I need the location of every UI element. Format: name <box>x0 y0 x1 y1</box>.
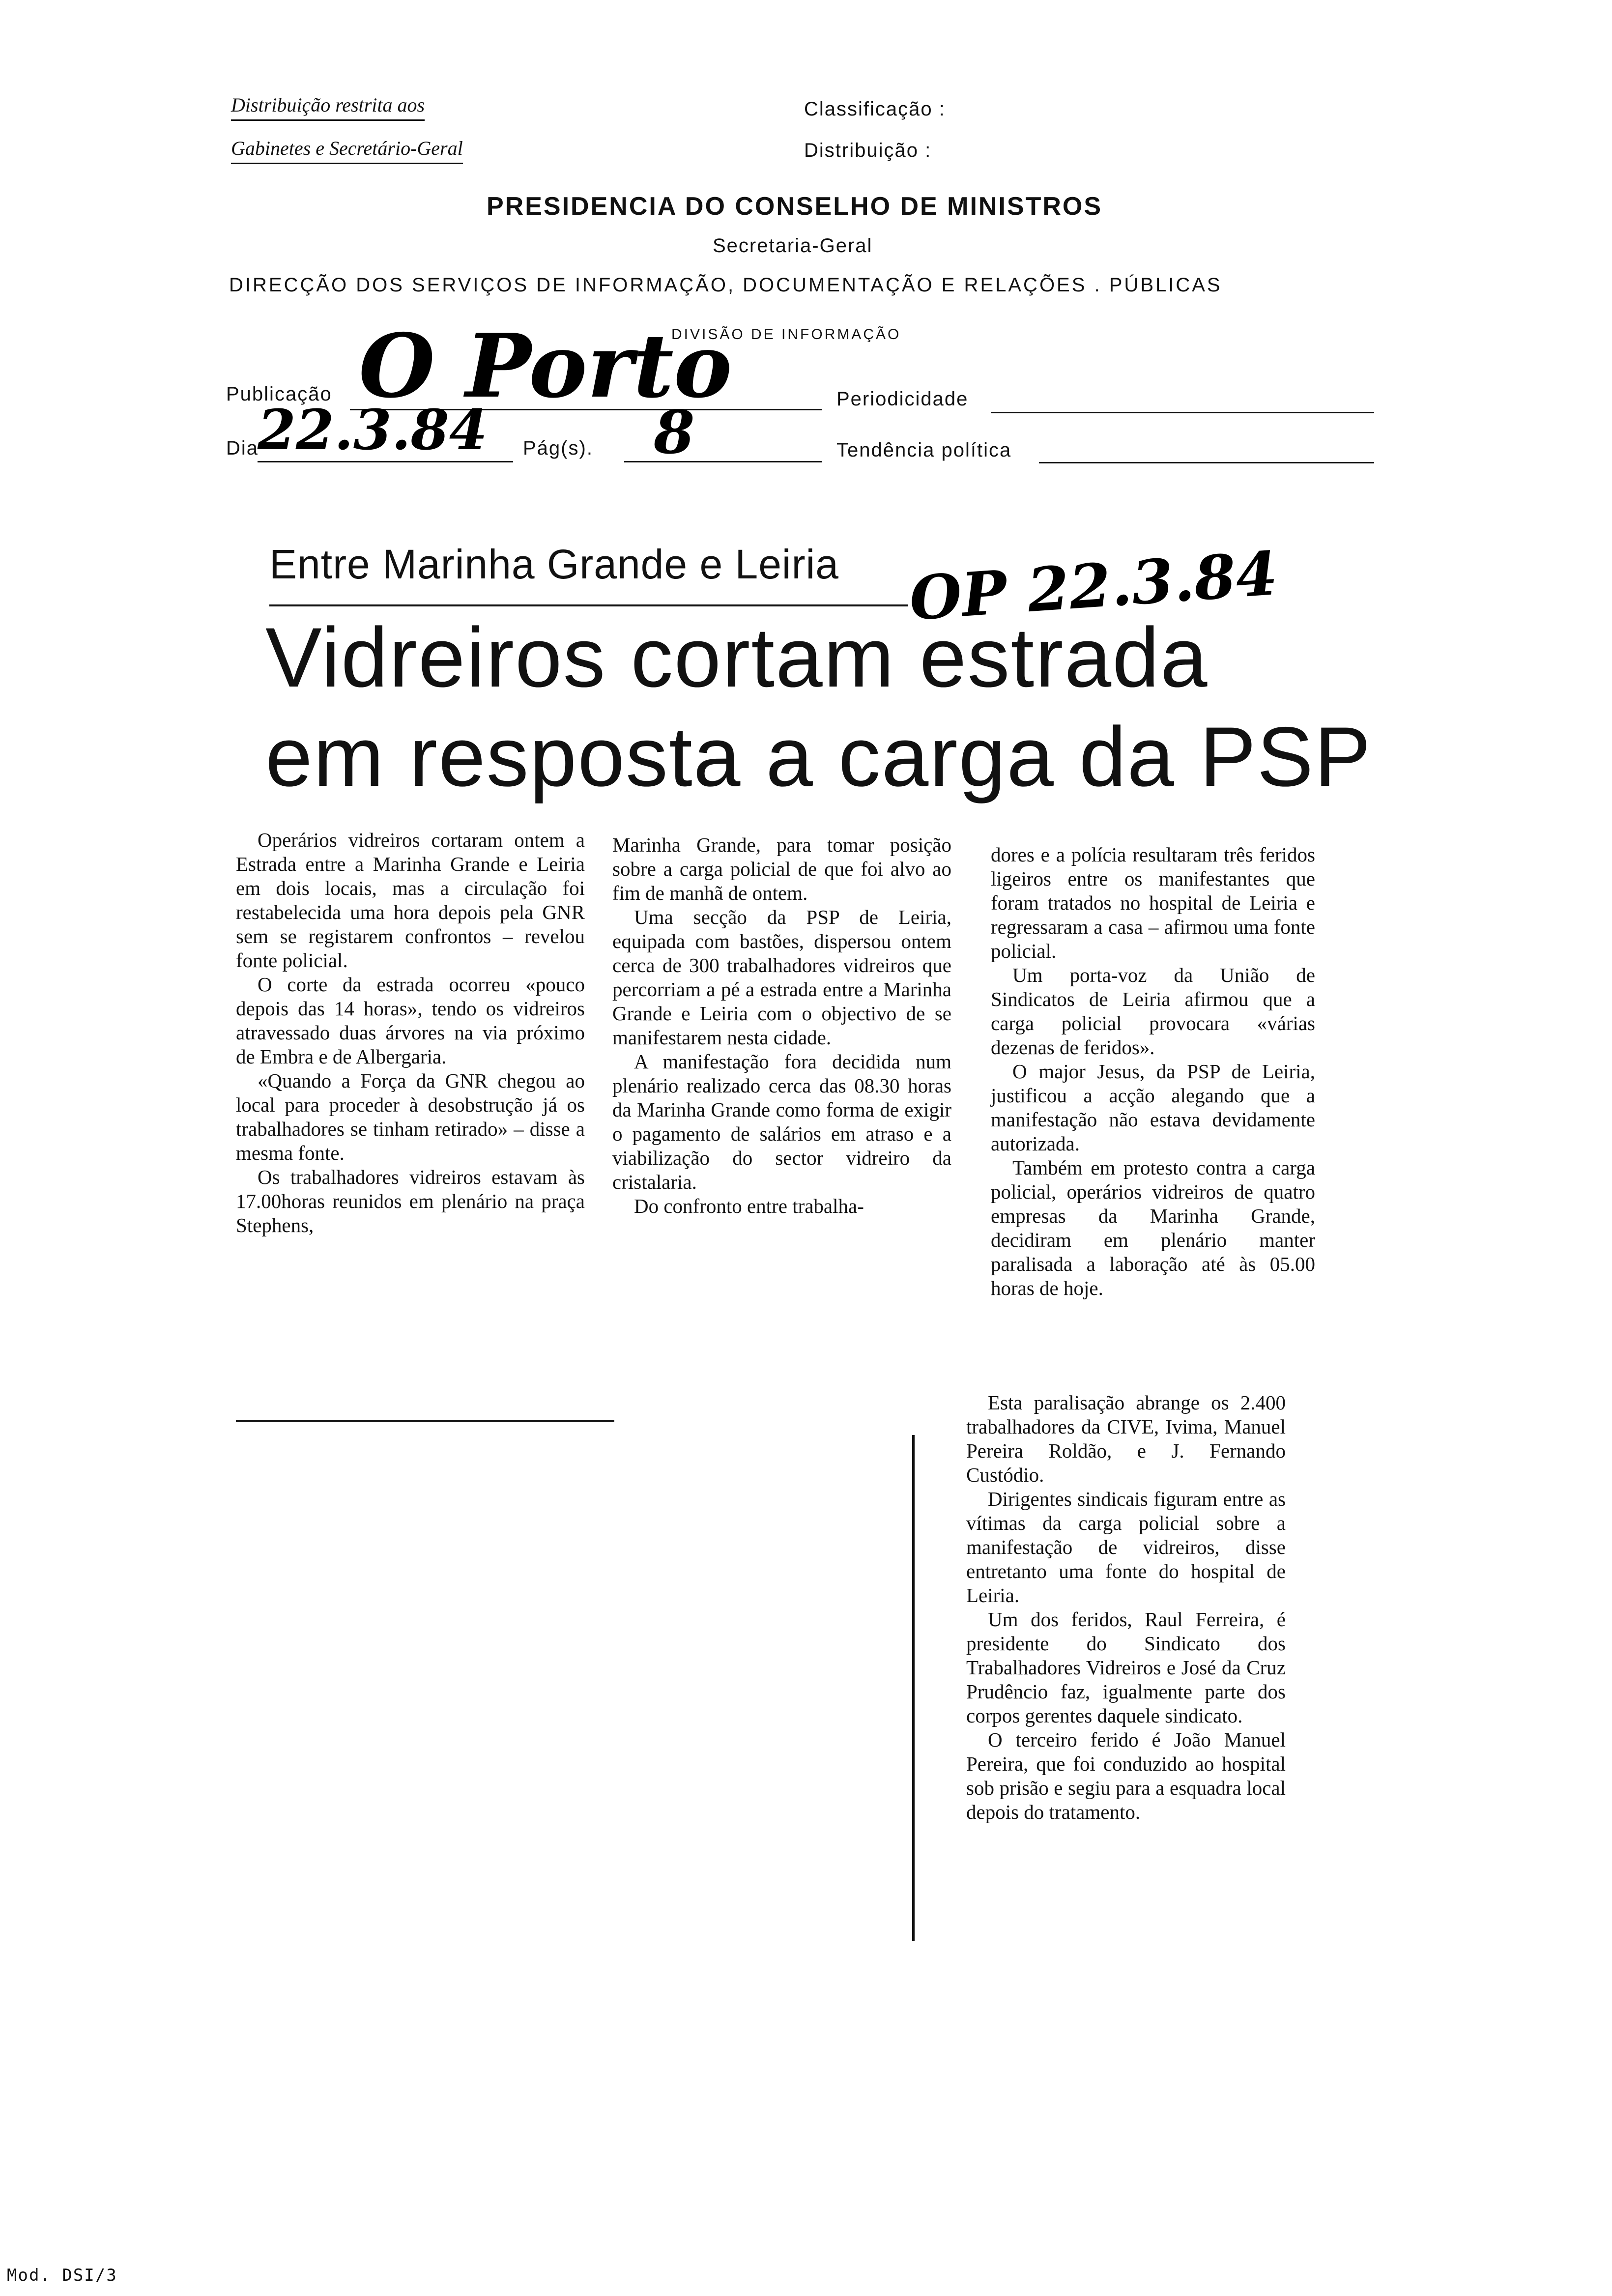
distribuicao-label: Distribuição : <box>804 140 932 161</box>
col2-paragraph: Marinha Grande, para tomar posição sobre a carga policial de que foi alvo ao fim de manhã de ontem. <box>612 833 951 904</box>
classificacao-label: Classificação : <box>804 98 946 120</box>
pags-label: Pág(s). <box>523 437 593 459</box>
col1-paragraph: Operários vidreiros cortaram ontem a Estrada entre a Marinha Grande e Leiria em dois locais, mas a circulação foi restabelecida uma hora depois pela GNR sem se registarem confrontos – revelou fonte policial. <box>236 829 585 972</box>
col4-paragraph: Esta paralisação abrange os 2.400 trabalhadores da CIVE, Ivima, Manuel Pereira Roldão, e J. Fernando Custódio. <box>966 1391 1286 1486</box>
ministry-title: PRESIDENCIA DO CONSELHO DE MINISTROS <box>487 192 1103 221</box>
handwritten-reference: OP 22.3.84 <box>907 538 1280 634</box>
col1-paragraph: «Quando a Força da GNR chegou ao local para proceder à desobstrução já os trabalhadores se tinham retirado» – disse a mesma fonte. <box>236 1069 585 1164</box>
col2-paragraph: Do confronto entre trabalha- <box>634 1195 864 1217</box>
restricted-distribution-line2: Gabinetes e Secretário-Geral <box>231 137 463 164</box>
article-column-2 <box>612 833 951 1218</box>
article-kicker: Entre Marinha Grande e Leiria <box>269 541 839 587</box>
divisao-informacao: DIVISÃO DE INFORMAÇÃO <box>671 326 901 343</box>
col1-paragraph: O corte da estrada ocorreu «pouco depois das 14 horas», tendo os vidreiros atravessado duas árvores na via próximo de Embra e de Albergaria. <box>236 973 585 1068</box>
col3-paragraph: Um porta-voz da União de Sindicatos de Leiria afirmou que a carga policial provocara «várias dezenas de feridos». <box>991 964 1315 1059</box>
secretaria-geral: Secretaria-Geral <box>713 235 873 257</box>
form-code: Mod. DSI/3 <box>7 2266 117 2285</box>
tendencia-label: Tendência política <box>836 439 1012 461</box>
pags-handwritten: 8 <box>654 398 695 467</box>
column-1-end-rule <box>236 1420 614 1422</box>
dia-label: Dia <box>226 437 259 459</box>
article-column-1 <box>236 828 585 1237</box>
restricted-distribution-line1: Distribuição restrita aos <box>231 93 425 121</box>
periodicidade-line <box>991 412 1374 413</box>
periodicidade-label: Periodicidade <box>836 388 969 410</box>
column-divider-bar <box>912 1435 915 1941</box>
col2-paragraph: A manifestação fora decidida num plenário realizado cerca das 08.30 horas da Marinha Grande como forma de exigir o pagamento de salários em atraso e a viabilização do sector vidreiro da cristalaria. <box>612 1050 951 1193</box>
col2-paragraph: Uma secção da PSP de Leiria, equipada com bastões, dispersou ontem cerca de 300 trabalhadores vidreiros que percorriam a pé a estrada entre a Marinha Grande e Leiria com o objectivo de se manifestarem nesta cidade. <box>612 906 951 1049</box>
tendencia-line <box>1039 462 1374 463</box>
publicacao-label: Publicação <box>226 383 332 405</box>
headline-line2: em resposta a carga da PSP <box>265 710 1372 804</box>
article-column-4 <box>966 1391 1286 1824</box>
article-column-3 <box>991 843 1315 1300</box>
col3-paragraph: Também em protesto contra a carga policial, operários vidreiros de quatro empresas da Marinha Grande, decidiram em plenário manter paralisada a laboração até às 05.00 horas de hoje. <box>991 1156 1315 1299</box>
kicker-underline <box>269 604 908 606</box>
col4-paragraph: O terceiro ferido é João Manuel Pereira, que foi conduzido ao hospital sob prisão e segiu para a esquadra local depois do tratamento. <box>966 1728 1286 1823</box>
dia-handwritten: 22.3.84 <box>258 398 488 462</box>
publicacao-handwritten: O Porto <box>359 315 732 417</box>
pags-line <box>624 461 822 462</box>
col1-paragraph: Os trabalhadores vidreiros estavam às 17.00horas reunidos em plenário na praça Stephens, <box>236 1166 585 1236</box>
col3-paragraph: O major Jesus, da PSP de Leiria, justificou a acção alegando que a manifestação não estava devidamente autorizada. <box>991 1060 1315 1155</box>
col4-paragraph: Dirigentes sindicais figuram entre as vítimas da carga policial sobre a manifestação de vidreiros, disse entretanto uma fonte do hospital de Leiria. <box>966 1488 1286 1607</box>
headline-line1: Vidreiros cortam estrada <box>265 610 1209 705</box>
dia-line <box>258 461 513 462</box>
col3-paragraph: dores e a polícia resultaram três feridos ligeiros entre os manifestantes que foram tratados no hospital de Leiria e regressaram a casa – afirmou uma fonte policial. <box>991 843 1315 962</box>
col4-paragraph: Um dos feridos, Raul Ferreira, é presidente do Sindicato dos Trabalhadores Vidreiros e José da Cruz Prudêncio faz, igualmente parte dos corpos gerentes daquele sindicato. <box>966 1608 1286 1727</box>
direccao-servicos: DIRECÇÃO DOS SERVIÇOS DE INFORMAÇÃO, DOCUMENTAÇÃO E RELAÇÕES . PÚBLICAS <box>229 274 1222 296</box>
